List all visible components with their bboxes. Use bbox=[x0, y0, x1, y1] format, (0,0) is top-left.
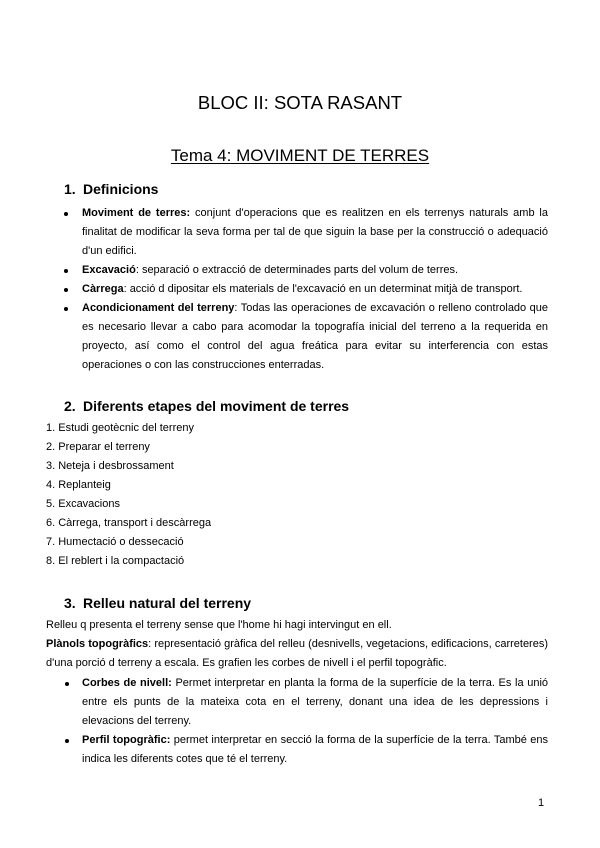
bullet-dot bbox=[65, 682, 69, 686]
section-paragraph bbox=[46, 635, 548, 673]
section-heading-etapes bbox=[64, 398, 349, 414]
bullet-dot bbox=[64, 288, 68, 292]
definition-term: Càrrega bbox=[82, 283, 124, 295]
definition-item bbox=[82, 261, 548, 280]
bullet-dot bbox=[65, 739, 69, 743]
list-item: 1. Estudi geotècnic del terreny bbox=[46, 422, 194, 434]
section-number: 2. bbox=[64, 398, 76, 414]
subtitle-text: Tema 4: MOVIMENT DE TERRES bbox=[170, 146, 430, 165]
definition-term: Corbes de nivell: bbox=[82, 677, 172, 689]
definition-text: : separació o extracció de determinades parts del volum de terres. bbox=[135, 264, 459, 276]
definition-item bbox=[82, 674, 548, 731]
definition-term: Acondicionament del terreny bbox=[82, 302, 235, 314]
definition-text: conjunt d'operacions que es realitzen en els terrenys naturals amb la finalitat de modificar la seva forma per tal de que siguin la base per la construcció o adequació d'un edifici. bbox=[82, 207, 548, 257]
paragraph-term: Plànols topogràfics bbox=[46, 638, 149, 650]
section-heading-text: Diferents etapes del moviment de terres bbox=[83, 398, 350, 414]
section-number: 1. bbox=[64, 181, 76, 197]
bullet-dot bbox=[64, 269, 68, 273]
section-heading-definicions bbox=[64, 181, 158, 197]
definition-item bbox=[82, 299, 548, 375]
section-heading-text: Definicions bbox=[83, 181, 159, 197]
definition-text: permet interpretar en secció la forma de la superfície de la terra. També ens indica les diferents cotes que té el terreny. bbox=[82, 734, 548, 765]
page-number: 1 bbox=[538, 797, 545, 809]
list-item: 4. Replanteig bbox=[46, 479, 111, 491]
definition-term: Moviment de terres: bbox=[82, 207, 191, 219]
page-title: BLOC II: SOTA RASANT bbox=[197, 92, 403, 113]
page-subtitle bbox=[0, 146, 600, 166]
list-item: 6. Càrrega, transport i descàrrega bbox=[46, 517, 212, 529]
bullet-dot bbox=[64, 307, 68, 311]
intro-text: Relleu q presenta el terreny sense que l'home hi hagi intervingut en ell. bbox=[46, 619, 392, 631]
definition-text: : Todas las operaciones de excavación o relleno controlado que es necesario llevar a cabo para acomodar la topografía inicial del terreno a la requerida en proyecto, así como el control del agua freática para evitar su interferencia con estas operaciones o con las construcciones enterradas. bbox=[82, 302, 548, 371]
list-item: 8. El reblert i la compactació bbox=[46, 555, 185, 567]
section-intro bbox=[46, 616, 548, 635]
section-heading-text: Relleu natural del terreny bbox=[83, 595, 252, 611]
list-item: 3. Neteja i desbrossament bbox=[46, 460, 174, 472]
list-item: 5. Excavacions bbox=[46, 498, 120, 510]
definition-item bbox=[82, 204, 548, 261]
section-number: 3. bbox=[64, 595, 76, 611]
section-heading-relleu bbox=[64, 595, 251, 611]
definition-term: Perfil topogràfic: bbox=[82, 734, 171, 746]
list-item: 2. Preparar el terreny bbox=[46, 441, 150, 453]
definition-text: Permet interpretar en planta la forma de la superfície de la terra. Es la unió entre els punts de la mateixa cota en el terreny, donant una idea de les depressions i elevacions del terreny. bbox=[82, 677, 549, 727]
definition-term: Excavació bbox=[82, 264, 136, 276]
stages-list bbox=[46, 419, 211, 571]
bullet-dot bbox=[64, 212, 68, 216]
definition-item bbox=[82, 280, 548, 299]
paragraph-text: : representació gràfica del relleu (desnivells, vegetacions, edificacions, carreteres) d'una porció d terreny a escala. Es grafien les corbes de nivell i el perfil topogràfic. bbox=[46, 638, 549, 669]
definition-item bbox=[82, 731, 548, 769]
definition-text: : acció d dipositar els materials de l'excavació en un determinat mitjà de transport. bbox=[123, 283, 523, 295]
list-item: 7. Humectació o dessecació bbox=[46, 536, 184, 548]
